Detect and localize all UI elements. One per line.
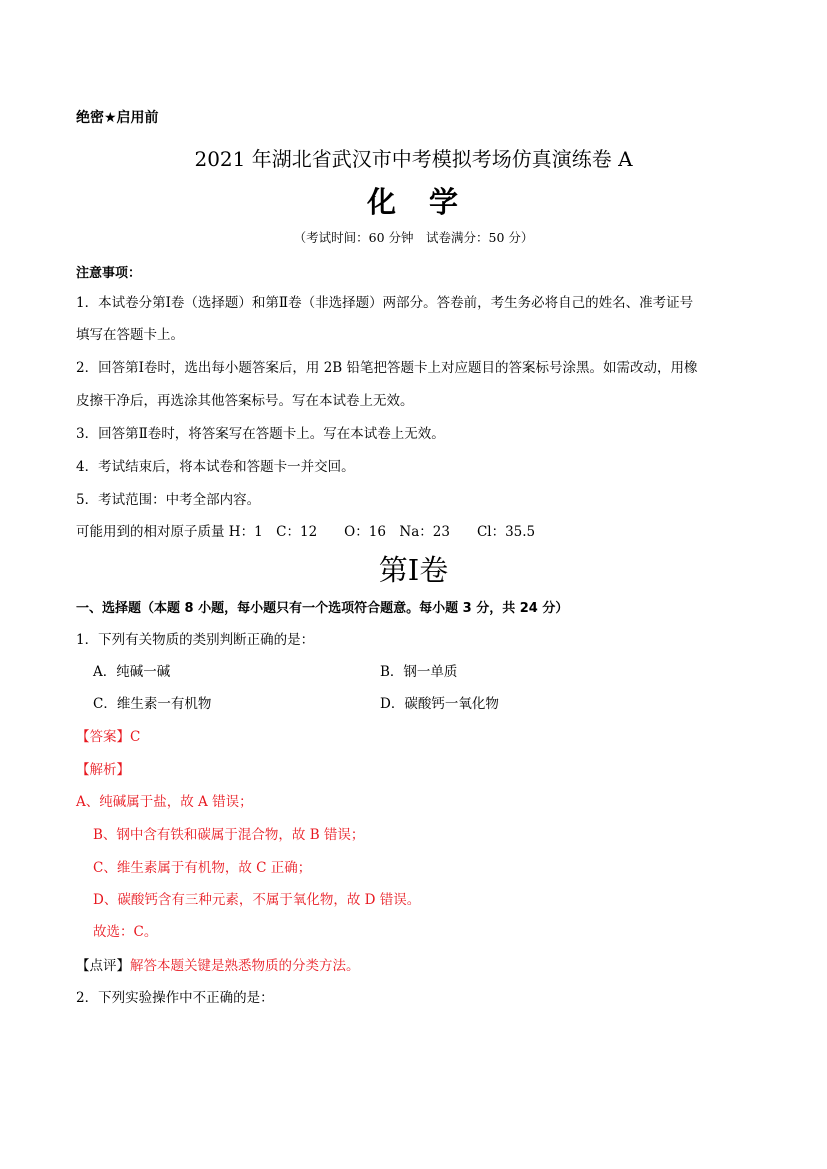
notice-item: 1．本试卷分第Ⅰ卷（选择题）和第Ⅱ卷（非选择题）两部分。答卷前，考生务必将自己的姓名、准考证号 xyxy=(76,295,694,311)
analysis-line: 故选：C。 xyxy=(93,924,158,940)
comment-label: 【点评】 xyxy=(76,958,130,974)
exam-title: 2021 年湖北省武汉市中考模拟考场仿真演练卷 A xyxy=(194,147,633,171)
analysis-heading: 【解析】 xyxy=(76,762,130,778)
analysis-line: A、纯碱属于盐，故 A 错误； xyxy=(76,794,253,810)
comment-line xyxy=(76,954,360,974)
question-1-answer: 【答案】C xyxy=(76,729,141,745)
notice-item: 5．考试范围：中考全部内容。 xyxy=(76,492,261,508)
section-heading: 一、选择题（本题 8 小题，每小题只有一个选项符合题意。每小题 3 分，共 24 分） xyxy=(76,601,569,616)
analysis-line: C、维生素属于有机物，故 C 正确； xyxy=(93,860,312,876)
exam-info: （考试时间：60 分钟 试卷满分：50 分） xyxy=(293,230,534,245)
question-1-option-b: B．钢一单质 xyxy=(380,664,458,680)
notice-item: 3．回答第Ⅱ卷时，将答案写在答题卡上。写在本试卷上无效。 xyxy=(76,426,445,442)
analysis-line: B、钢中含有铁和碳属于混合物，故 B 错误； xyxy=(93,827,365,843)
notice-heading: 注意事项： xyxy=(76,266,142,281)
question-1-stem: 1．下列有关物质的类别判断正确的是： xyxy=(76,632,315,648)
question-2-stem: 2．下列实验操作中不正确的是： xyxy=(76,990,274,1006)
notice-item: 皮擦干净后，再选涂其他答案标号。写在本试卷上无效。 xyxy=(76,393,414,409)
notice-item: 填写在答题卡上。 xyxy=(76,327,184,343)
notice-item: 2．回答第Ⅰ卷时，选出每小题答案后，用 2B 铅笔把答题卡上对应题目的答案标号涂黑。如需改动，用橡 xyxy=(76,360,698,376)
atomic-masses: 可能用到的相对原子质量 H：1 C：12 O：16 Na：23 Cl：35.5 xyxy=(76,524,536,540)
section-title: 第Ⅰ卷 xyxy=(378,553,449,587)
analysis-line: D、碳酸钙含有三种元素，不属于氧化物，故 D 错误。 xyxy=(93,892,421,908)
notice-item: 4．考试结束后，将本试卷和答题卡一并交回。 xyxy=(76,459,355,475)
question-1-option-c: C．维生素一有机物 xyxy=(93,696,212,712)
secret-label: 绝密★启用前 xyxy=(76,110,159,126)
subject-title: 化 学 xyxy=(366,185,460,219)
comment-text: 解答本题关键是熟悉物质的分类方法。 xyxy=(130,958,360,974)
question-1-option-d: D．碳酸钙一氧化物 xyxy=(380,696,499,712)
question-1-option-a: A．纯碱一碱 xyxy=(93,664,171,680)
